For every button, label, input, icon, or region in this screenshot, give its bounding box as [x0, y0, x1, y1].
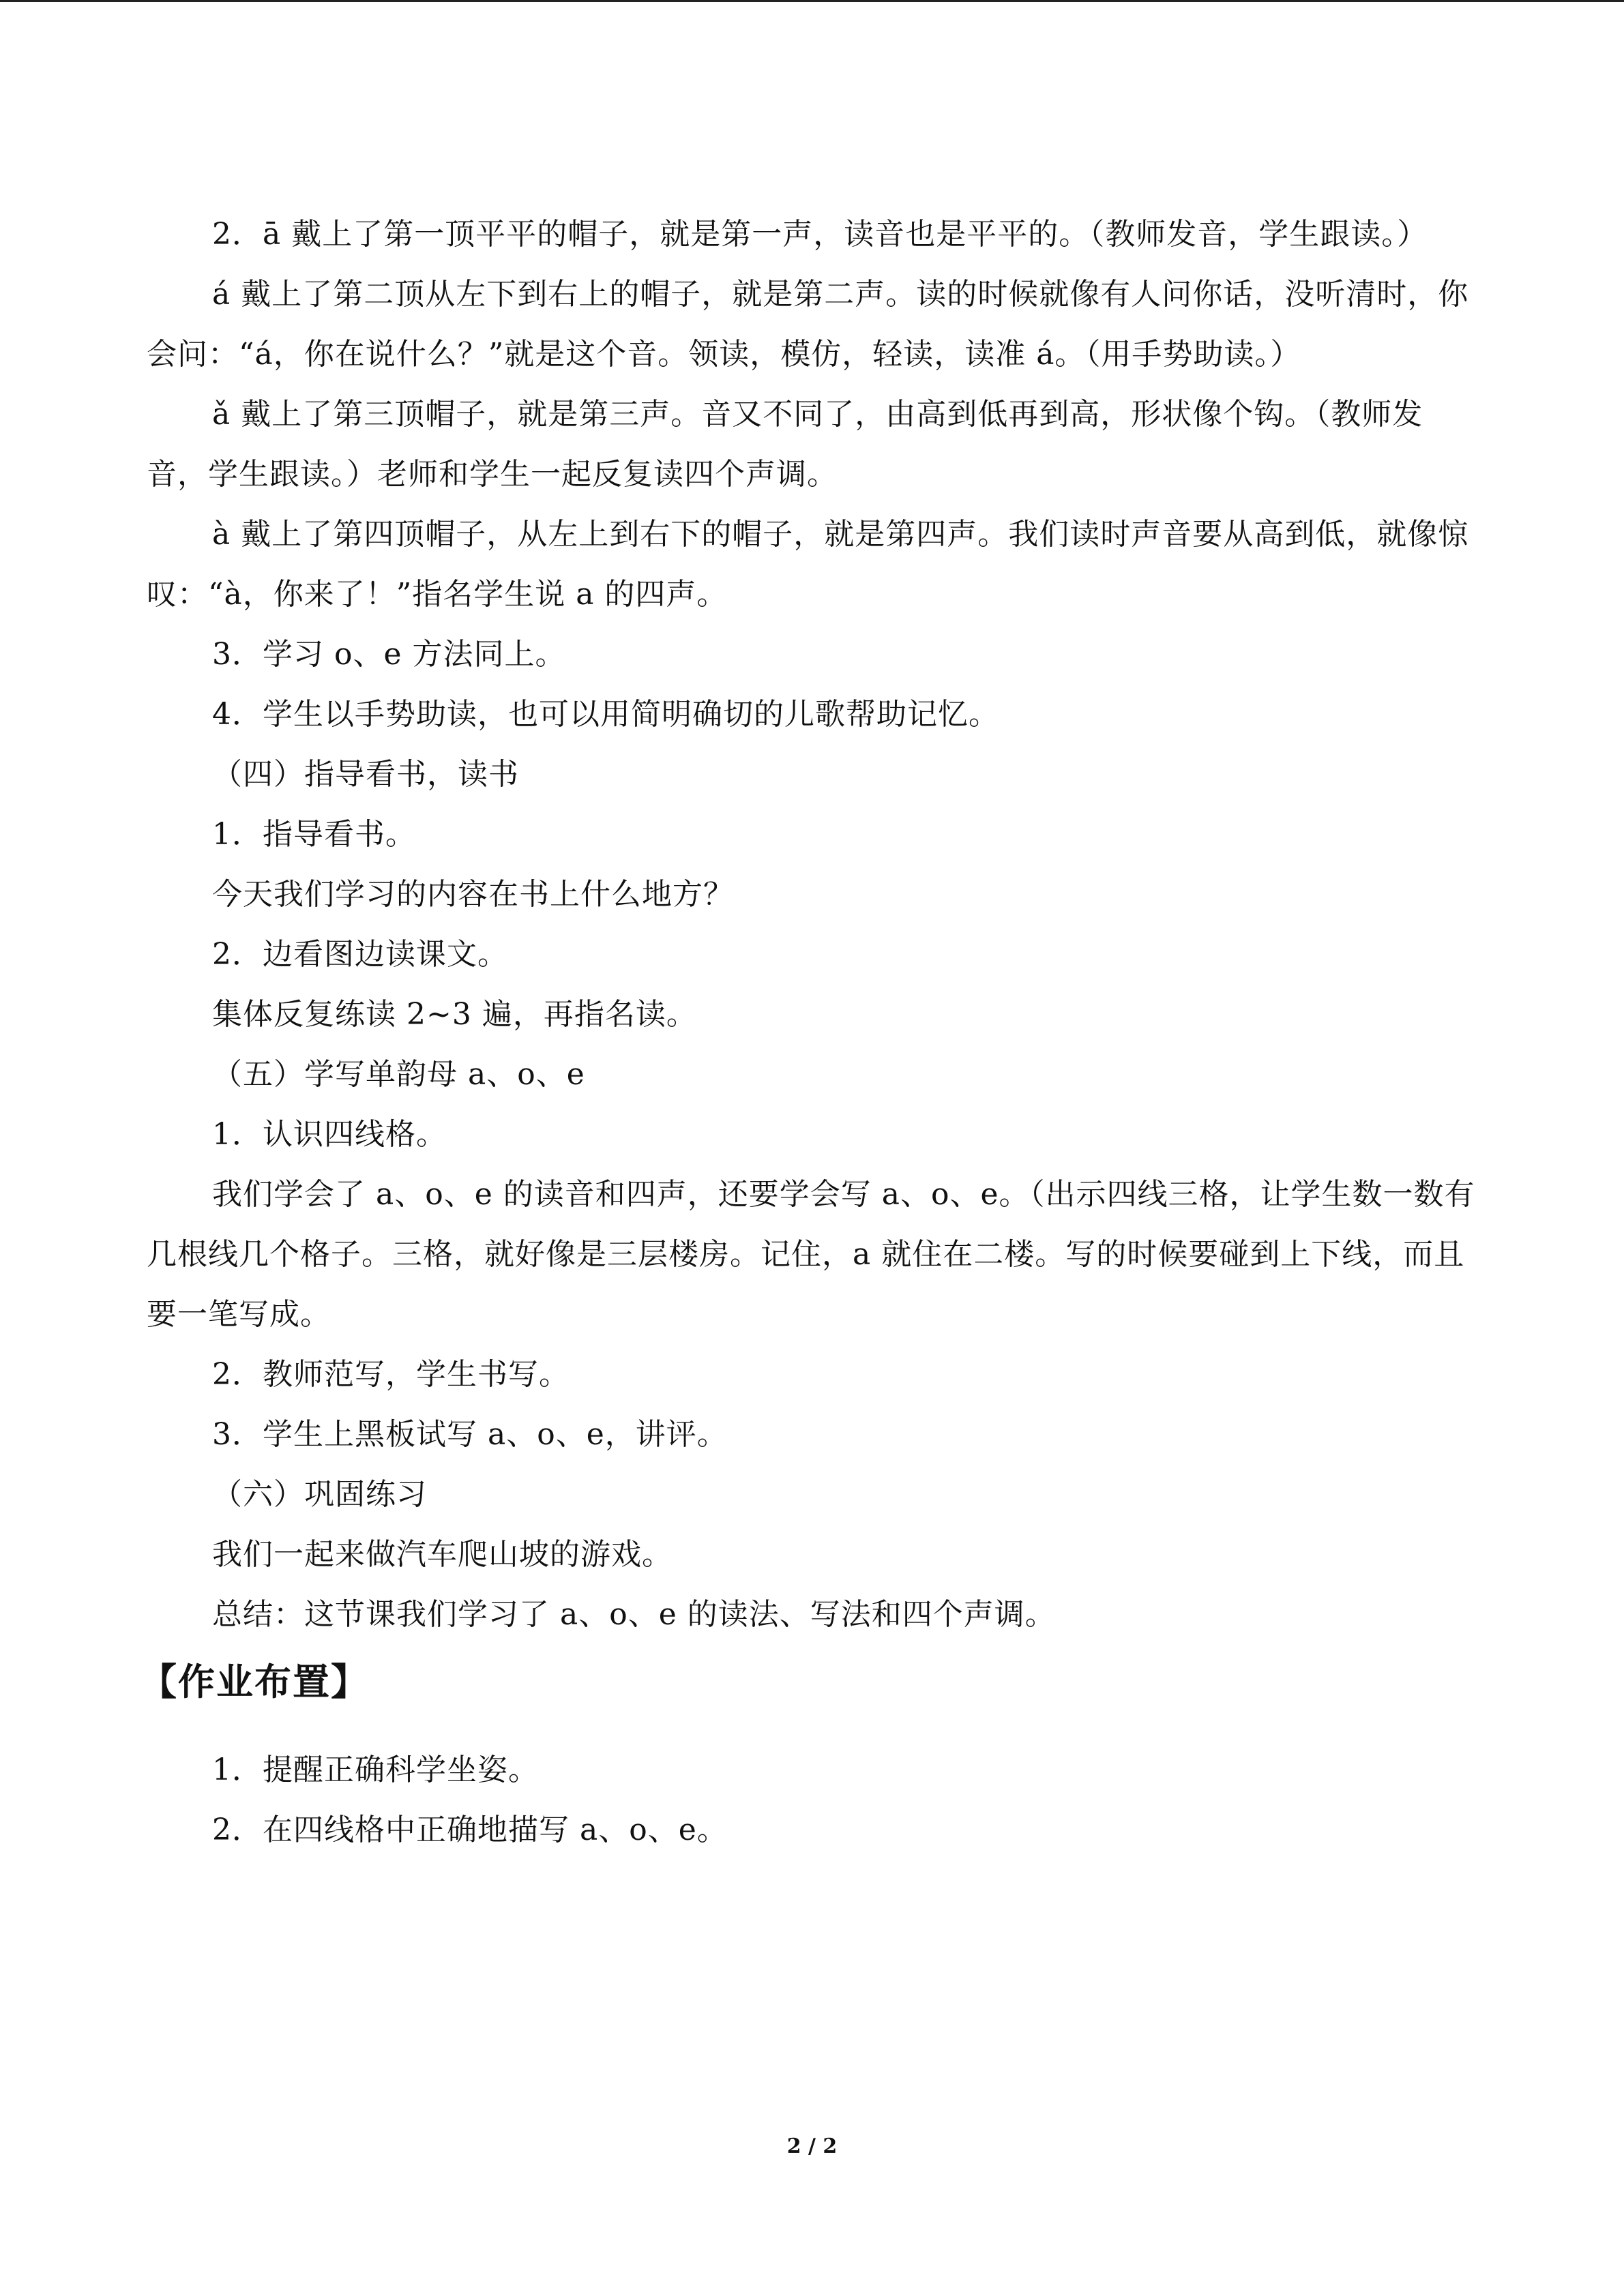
paragraph: 4．学生以手势助读，也可以用简明确切的儿歌帮助记忆。: [212, 697, 999, 732]
paragraph: 集体反复练读 2~3 遍，再指名读。: [212, 997, 697, 1032]
document-body: [140, 205, 1483, 1860]
homework-section: [140, 1645, 1483, 1860]
paragraph: 2．ā 戴上了第一顶平平的帽子，就是第一声，读音也是平平的。（教师发音，学生跟读。）: [212, 217, 1428, 252]
subsection-heading: （四）指导看书，读书: [212, 757, 519, 792]
subsection-heading: （五）学写单韵母 a、o、e: [212, 1057, 585, 1092]
page-number: 2 / 2: [786, 2134, 838, 2158]
paragraph: 我们一起来做汽车爬山坡的游戏。: [212, 1537, 673, 1572]
paragraph: 我们学会了 a、o、e 的读音和四声，还要学会写 a、o、e。（出示四线三格，让学生数一数有几根线几个格子。三格，就好像是三层楼房。记住，a 就住在二楼。写的时候要碰到上下线，而且要一笔写成。: [147, 1177, 1475, 1332]
paragraph: á 戴上了第二顶从左下到右上的帽子，就是第二声。读的时候就像有人问你话，没听清时，你会问：“á，你在说什么？”就是这个音。领读，模仿，轻读，读准 á。（用手势助读。）: [147, 277, 1469, 372]
paragraph: 1．指导看书。: [212, 817, 416, 852]
subsection-heading: （六）巩固练习: [212, 1477, 427, 1512]
homework-heading: 【作业布置】: [140, 1660, 369, 1703]
paragraph: 2．边看图边读课文。: [212, 937, 508, 972]
paragraph: 总结：这节课我们学习了 a、o、e 的读法、写法和四个声调。: [212, 1597, 1056, 1632]
paragraph: 今天我们学习的内容在书上什么地方？: [212, 877, 734, 912]
homework-item: 1．提醒正确科学坐姿。: [212, 1753, 539, 1787]
paragraph: ǎ 戴上了第三顶帽子，就是第三声。音又不同了，由高到低再到高，形状像个钩。（教师发音，学生跟读。）老师和学生一起反复读四个声调。: [147, 397, 1423, 492]
paragraph: 2．教师范写，学生书写。: [212, 1357, 570, 1392]
paragraph: 1．认识四线格。: [212, 1117, 447, 1152]
homework-item: 2．在四线格中正确地描写 a、o、e。: [212, 1813, 728, 1847]
paragraph: à 戴上了第四顶帽子，从左上到右下的帽子，就是第四声。我们读时声音要从高到低，就像惊叹：“à，你来了！”指名学生说 a 的四声。: [147, 517, 1469, 612]
paragraph: 3．学习 o、e 方法同上。: [212, 637, 566, 672]
top-border-line: [0, 0, 1624, 2]
paragraph: 3．学生上黑板试写 a、o、e，讲评。: [212, 1417, 728, 1452]
